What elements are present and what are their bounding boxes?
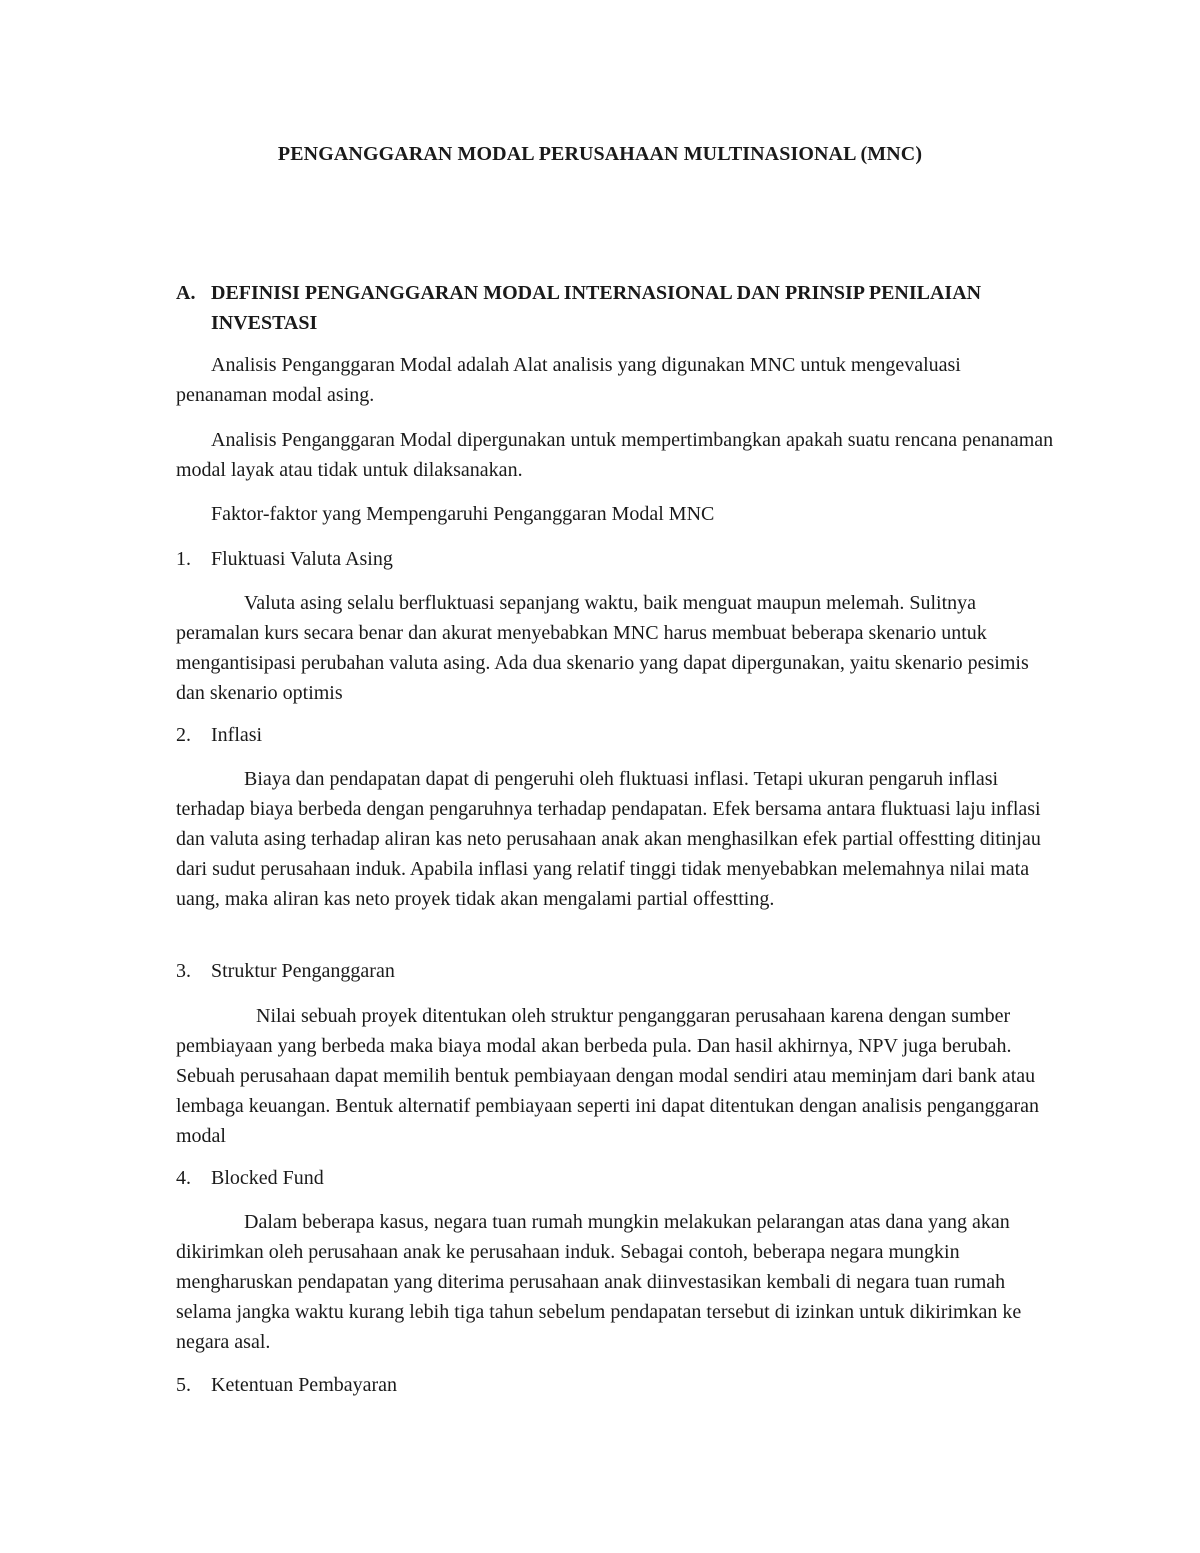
list-item-number: 2. (176, 724, 191, 746)
list-item-4-body: Dalam beberapa kasus, negara tuan rumah mungkin melakukan pelarangan atas dana yang akan dikirimkan oleh perusahaan anak ke perusahaan induk. Sebagai contoh, beberapa negara mungkin mengharuskan pendapatan yang diterima perusahaan anak diinvestasikan kembali di negara tuan rumah selama jangka waktu kurang lebih tiga tahun sebelum pendapatan tersebut di izinkan untuk dikirimkan ke negara asal. (176, 1211, 1022, 1353)
paragraph-factors-intro: Faktor-faktor yang Mempengaruhi Penganggaran Modal MNC (211, 503, 715, 525)
paragraph-definition: Analisis Penganggaran Modal adalah Alat analisis yang digunakan MNC untuk mengevaluasi penanaman modal asing. (176, 354, 961, 406)
list-item-label: Ketentuan Pembayaran (211, 1374, 398, 1396)
section-a-title: DEFINISI PENGANGGARAN MODAL INTERNASIONAL DAN PRINSIP PENILAIAN INVESTASI (211, 282, 982, 334)
list-item-number: 4. (176, 1167, 191, 1189)
document-title: PENGANGGARAN MODAL PERUSAHAAN MULTINASIONAL (MNC) (277, 143, 923, 165)
list-item-number: 5. (176, 1374, 191, 1396)
list-item-number: 1. (176, 548, 191, 570)
list-item-number: 3. (176, 960, 191, 982)
list-item-2-body: Biaya dan pendapatan dapat di pengeruhi oleh fluktuasi inflasi. Tetapi ukuran pengaruh inflasi terhadap biaya berbeda dengan pengaruhnya terhadap pendapatan. Efek bersama antara fluktuasi laju inflasi dan valuta asing terhadap aliran kas neto perusahaan anak akan menghasilkan efek partial offestting ditinjau dari sudut perusahaan induk. Apabila inflasi yang relatif tinggi tidak menyebabkan melemahnya nilai mata uang, maka aliran kas neto proyek tidak akan mengalami partial offestting. (176, 768, 1041, 910)
list-item-1-body: Valuta asing selalu berfluktuasi sepanjang waktu, baik menguat maupun melemah. Sulitnya peramalan kurs secara benar dan akurat menyebabkan MNC harus membuat beberapa skenario untuk mengantisipasi perubahan valuta asing. Ada dua skenario yang dapat dipergunakan, yaitu skenario pesimis dan skenario optimis (176, 592, 1029, 704)
list-item-label: Fluktuasi Valuta Asing (211, 548, 393, 570)
list-item-label: Struktur Penganggaran (211, 960, 395, 982)
list-item-label: Blocked Fund (211, 1167, 324, 1189)
list-item-3-body: Nilai sebuah proyek ditentukan oleh struktur penganggaran perusahaan karena dengan sumber pembiayaan yang berbeda maka biaya modal akan berbeda pula. Dan hasil akhirnya, NPV juga berubah. Sebuah perusahaan dapat memilih bentuk pembiayaan dengan modal sendiri atau meminjam dari bank atau lembaga keuangan. Bentuk alternatif pembiayaan seperti ini dapat ditentukan dengan analisis penganggaran modal (176, 1005, 1040, 1147)
section-a-letter: A. (176, 282, 196, 304)
paragraph-purpose: Analisis Penganggaran Modal dipergunakan untuk mempertimbangkan apakah suatu rencana penanaman modal layak atau tidak untuk dilaksanakan. (176, 429, 1054, 481)
list-item-label: Inflasi (211, 724, 263, 746)
